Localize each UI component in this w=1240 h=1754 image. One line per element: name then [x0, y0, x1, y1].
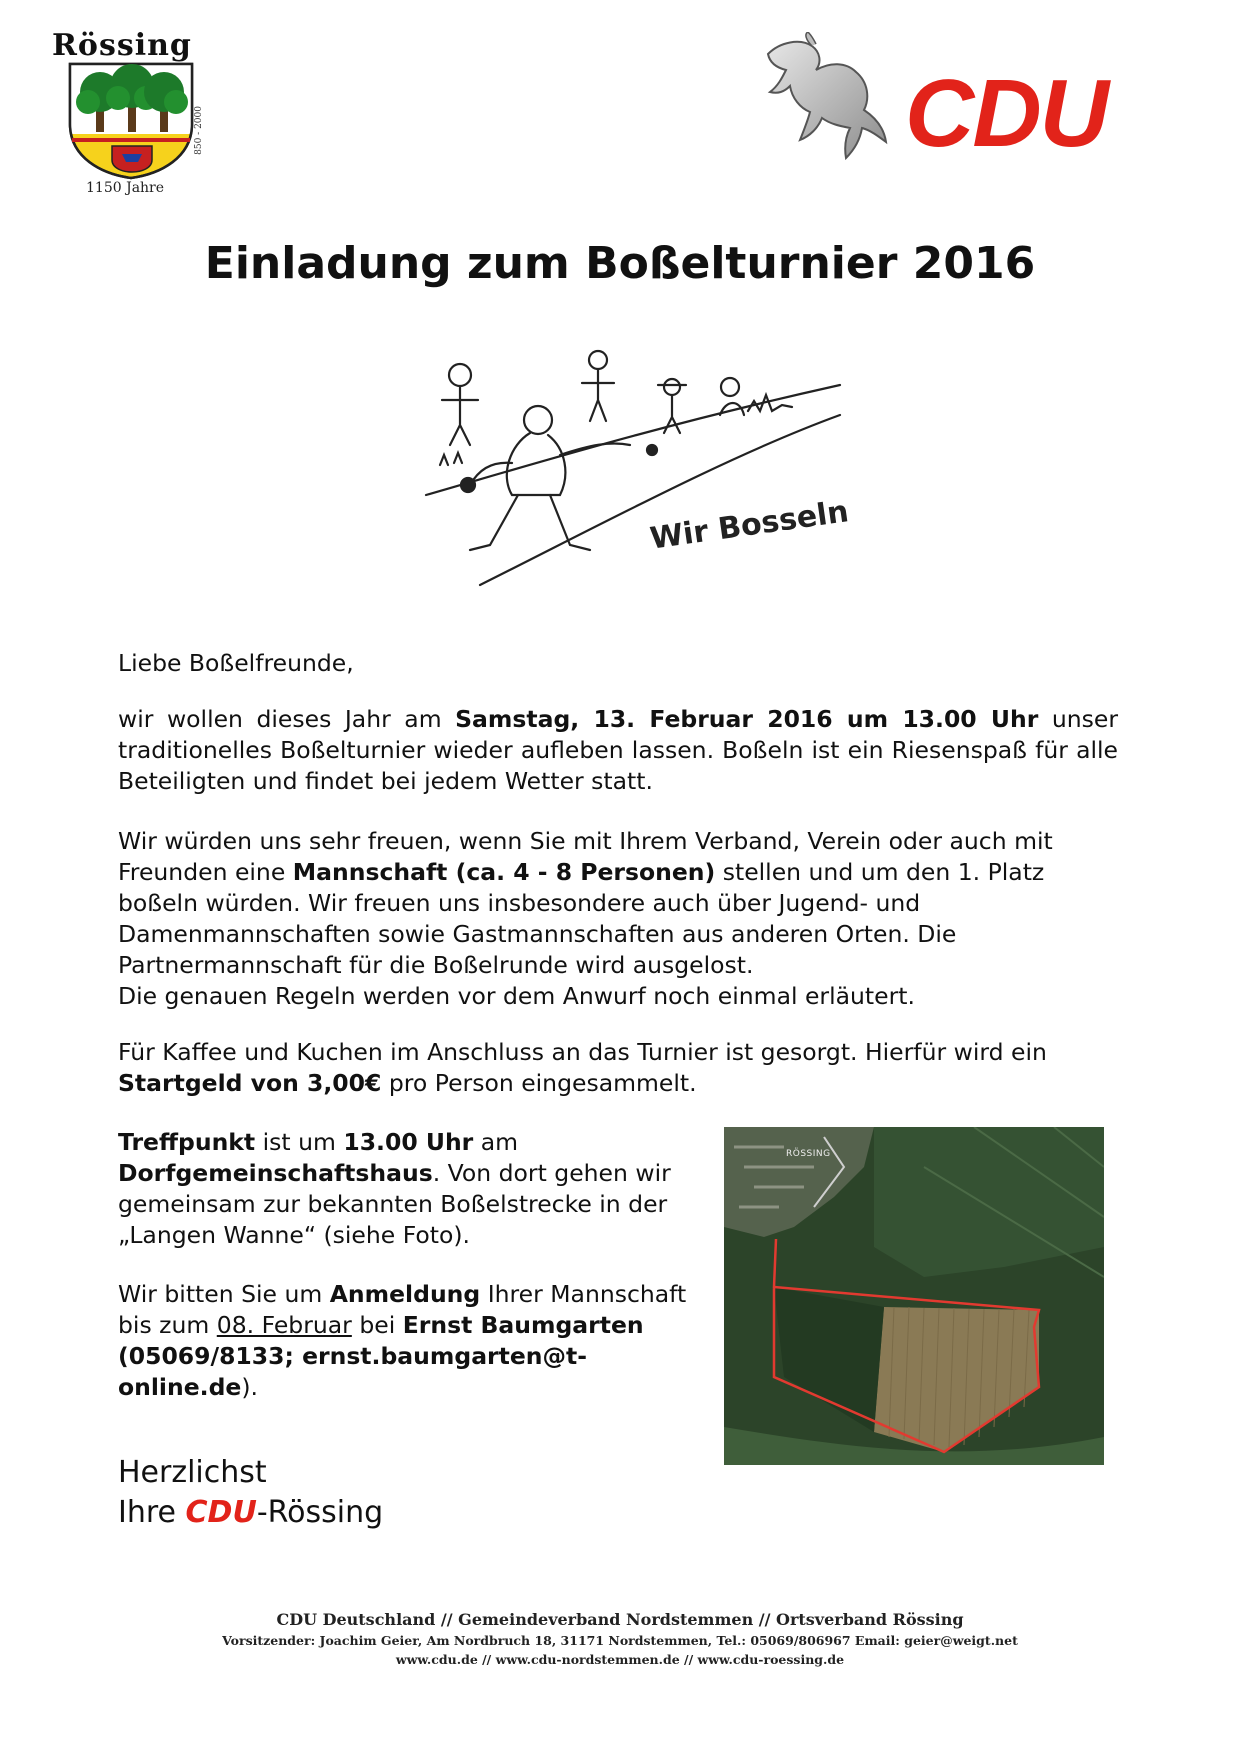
- p5-contact-bold: Ernst Baumgarten (05069/8133; ernst.baumgarten@t-online.de: [118, 1311, 644, 1401]
- paragraph-date: [118, 704, 1118, 797]
- crest-side-text: 850 - 2000: [194, 106, 204, 155]
- p4-text-b: ist um: [255, 1128, 344, 1156]
- p2-text-a: Wir würden uns sehr freuen, wenn Sie mit Ihrem Verband, Verein oder auch mit Freunden eine: [118, 827, 1053, 886]
- p4-place-bold: Dorfgemeinschaftshaus: [118, 1159, 433, 1187]
- closing-text-c: -Rössing: [256, 1495, 384, 1530]
- footer-websites: www.cdu.de // www.cdu-nordstemmen.de // www.cdu-roessing.de: [395, 1652, 845, 1667]
- p5-anmeldung-bold: Anmeldung: [329, 1280, 481, 1308]
- closing-line-1: Herzlichst: [118, 1455, 267, 1490]
- aerial-map-photo: [724, 1127, 1104, 1465]
- crest-shield-icon: [66, 62, 196, 180]
- greeting: Liebe Boßelfreunde,: [118, 649, 354, 677]
- bosseln-cartoon-illustration: [420, 345, 860, 595]
- p3-text-c: pro Person eingesammelt.: [381, 1069, 697, 1097]
- closing-cdu: CDU: [185, 1495, 257, 1530]
- cdu-logo: CDU: [905, 60, 1107, 167]
- footer-organization: CDU Deutschland // Gemeindeverband Nordstemmen // Ortsverband Rössing: [276, 1610, 964, 1629]
- paragraph-team: [118, 826, 1118, 1012]
- p2-team-bold: Mannschaft (ca. 4 - 8 Personen): [292, 858, 716, 886]
- p1-text-c: unser traditionelles Boßelturnier wieder aufleben lassen. Boßeln ist ein Riesenspaß für alle Beteiligten und findet bei jedem Wetter statt.: [118, 705, 1118, 795]
- closing-signature: [118, 1495, 383, 1530]
- crest-subtitle: 1150 Jahre: [86, 180, 165, 196]
- paragraph-meeting-point: [118, 1127, 718, 1251]
- p1-date-bold: Samstag, 13. Februar 2016 um 13.00 Uhr: [455, 705, 1039, 733]
- p4-treffpunkt-bold: Treffpunkt: [118, 1128, 256, 1156]
- p4-text-d: am: [473, 1128, 519, 1156]
- p4-text-f: . Von dort gehen wir gemeinsam zur bekannten Boßelstrecke in der „Langen Wanne“ (siehe Foto).: [118, 1159, 671, 1249]
- aerial-map-image: [724, 1127, 1104, 1465]
- map-label: RÖSSING: [786, 1149, 831, 1159]
- p5-text-e: bei: [351, 1311, 403, 1339]
- paragraph-registration: [118, 1279, 718, 1403]
- p2-text-c: stellen und um den 1. Platz boßeln würden. Wir freuen uns insbesondere auch über Jugend- und Damenmannschaften sowie Gastmannschaften aus anderen Orten. Die Partnermannschaft für die Boßelrunde wird ausgelost.: [118, 858, 1045, 979]
- p4-time-bold: 13.00 Uhr: [343, 1128, 474, 1156]
- p3-fee-bold: Startgeld von 3,00€: [118, 1069, 382, 1097]
- p5-text-a: Wir bitten Sie um: [118, 1280, 330, 1308]
- closing-text-a: Ihre: [118, 1495, 186, 1530]
- p1-text-a: wir wollen dieses Jahr am: [118, 705, 456, 733]
- page-title: Einladung zum Boßelturnier 2016: [204, 238, 1036, 289]
- p5-text-g: ).: [241, 1373, 258, 1401]
- p5-deadline: 08. Februar: [216, 1311, 352, 1339]
- crest-title: Rössing: [52, 28, 192, 63]
- lower-saxony-horse-icon: [760, 32, 900, 167]
- p3-text-a: Für Kaffee und Kuchen im Anschluss an das Turnier ist gesorgt. Hierfür wird ein: [118, 1038, 1047, 1066]
- paragraph-fee: [118, 1037, 1118, 1099]
- footer-contact: Vorsitzender: Joachim Geier, Am Nordbruch 18, 31171 Nordstemmen, Tel.: 05069/806967 Email: geier@weigt.net: [222, 1633, 1018, 1648]
- p5-text-c: Ihrer Mannschaft bis zum: [118, 1280, 687, 1339]
- roessing-crest: [44, 28, 204, 208]
- p2-text-d: Die genauen Regeln werden vor dem Anwurf noch einmal erläutert.: [118, 982, 915, 1010]
- cartoon-caption: Wir Bosseln: [648, 494, 851, 557]
